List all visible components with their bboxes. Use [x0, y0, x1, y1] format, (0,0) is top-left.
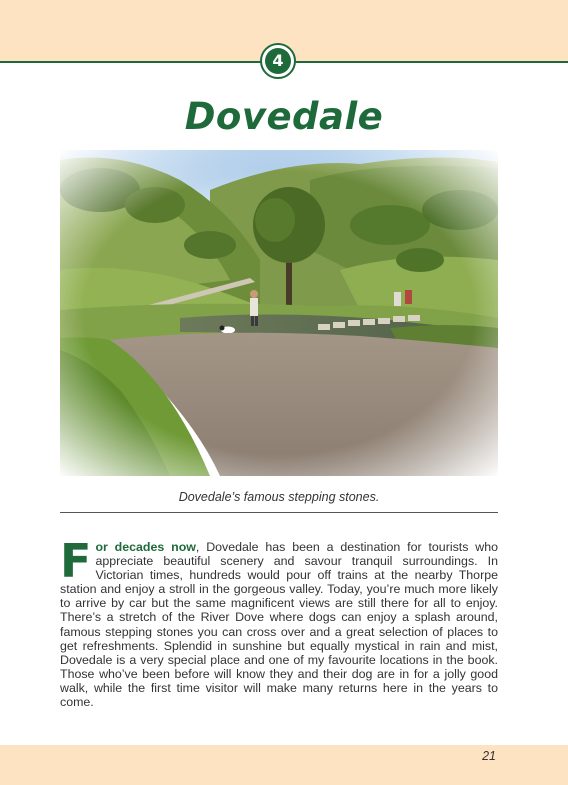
- caption-rule: [60, 512, 498, 513]
- page-number: 21: [482, 749, 496, 763]
- chapter-badge: [260, 43, 296, 79]
- page-title: Dovedale: [184, 95, 384, 138]
- photo-caption: Dovedale’s famous stepping stones.: [178, 490, 380, 504]
- lead-in: or decades now: [95, 540, 196, 554]
- drop-cap: F: [60, 534, 92, 588]
- body-paragraph: [60, 534, 498, 710]
- dovedale-photo: [60, 150, 498, 476]
- body-text: , Dovedale has been a destination for tourists who appreciate beautiful scenery and savour tranquil surroundings. In Victorian times, hundreds would pour off trains at the nearby Thorpe station and enjoy a stroll in the gorgeous valley. Today, you’re much more likely to arrive by car but the same magnificent views are still there for all to enjoy. There’s a stretch of the River Dove where dogs can enjoy a splash around, famous stepping stones you can cross over and a great selection of places to get refreshments. Splendid in sunshine but equally mystical in rain and mist, Dovedale is a very special place and one of my favourite locations in the book. Those who’ve been before will know they and their dog are in for a jolly good walk, while the first time visitor will make many returns here in the years to come.: [60, 540, 498, 710]
- chapter-number: 4: [265, 48, 291, 74]
